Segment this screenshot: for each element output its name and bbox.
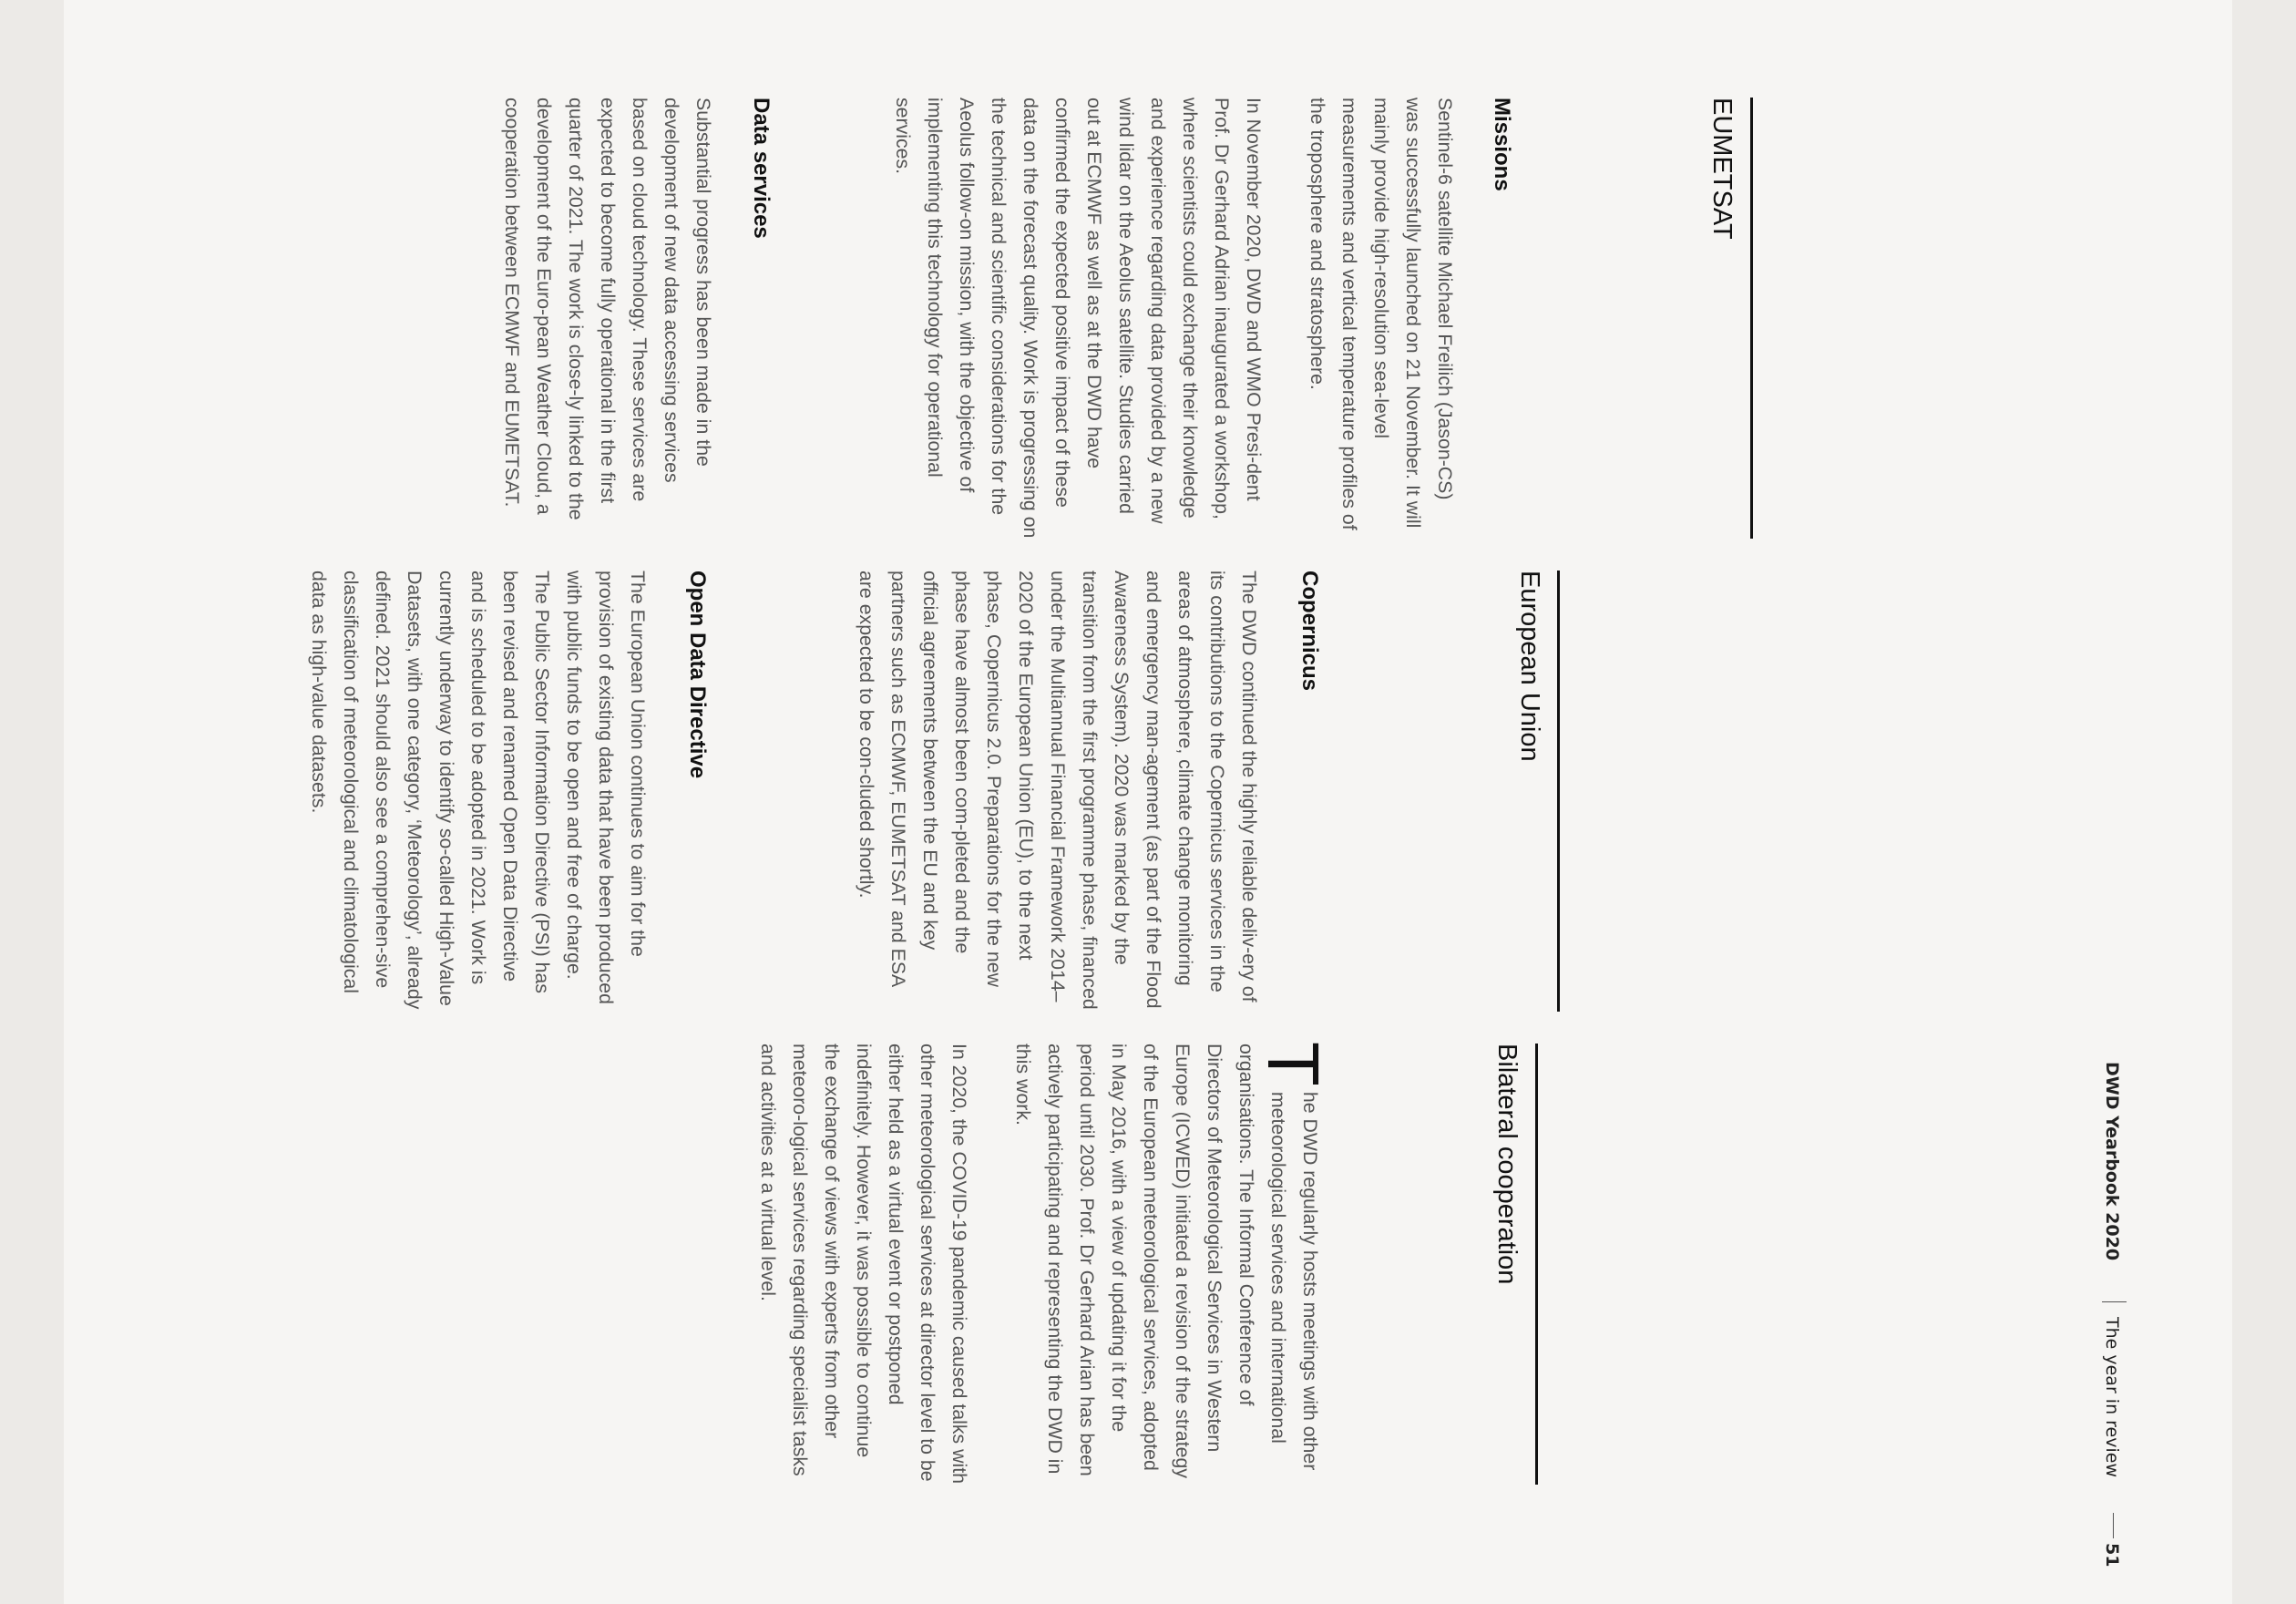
eumetsat-rule — [1750, 98, 1753, 539]
header-divider — [2102, 1301, 2127, 1302]
bilateral-paragraph-1: T he DWD regularly hosts meetings with other meteorological services and international organisations. The Informal Conference of Directors of Meteorological Services in Western Europe (ICWED) initiated a revision of the strategy of the European meteorological services, adopted in May 2016, with a view of updating it for the period until 2030. Prof. Dr Gerhard Arian has been actively participating and representing the DWD in this work. — [1012, 1042, 1334, 1479]
eu-title: European Union — [1515, 571, 1544, 762]
bilateral-title: Bilateral cooperation — [1492, 1044, 1522, 1285]
yearbook-title: DWD Yearbook 2020 — [2102, 1062, 2122, 1261]
page-number: 51 — [2102, 1543, 2122, 1568]
missions-paragraph-1: Sentinel-6 satellite Michael Freilich (Jason-CS) was successfully launched on 21 November. It will mainly provide high-resolution sea-level measurements and vertical temperature profiles of the troposphere and stratosphere. — [1307, 98, 1456, 530]
missions-text — [887, 98, 1461, 540]
missions-paragraph-2: In November 2020, DWD and WMO Presi-dent Prof. Dr Gerhard Adrian inaugurated a workshop, where scientists could exchange their knowledge and experience regarding data provided by a new wind lidar on the Aeolus satellite. Studies carried out at ECMWF as well as at the DWD have confirmed the expected positive impact of these data on the forecast quality. Work is progressing on the technical and scientific considerations for the Aeolus follow-on mission, with the objective of implementing this technology for operational services. — [892, 98, 1265, 539]
running-header — [2102, 1062, 2122, 1260]
data-services-text: Substantial progress has been made in the development of new data accessing services based on cloud technology. These services are expected to become fully operational in the first quarter of 2021. The work is close-ly linked to the development of the Euro-pean Weather Cloud, a cooperation between ECMWF and EUMETSAT. — [501, 98, 714, 520]
drop-cap: T — [1253, 1042, 1334, 1086]
eu-rule — [1557, 571, 1560, 1012]
missions-heading: Missions — [1490, 98, 1514, 191]
page-number-divider — [2113, 1513, 2114, 1538]
eumetsat-title: EUMETSAT — [1707, 98, 1737, 240]
open-data-heading: Open Data Directive — [685, 571, 710, 779]
copernicus-text: The DWD continued the highly reliable deliv-ery of its contributions to the Copernicus services in the areas of atmosphere, climate change monitoring and emergency man-agement (as part of the Flood Awareness System). 2020 was marked by the transition from the first programme phase, financed under the Multiannual Financial Framework 2014–2020 of the European Union (EU), to the next phase, Copernicus 2.0. Preparations for the new phase have almost been com-pleted and the official agreements between the EU and key partners such as ECMWF, EUMETSAT and ESA are expected to be con-cluded shortly. — [856, 571, 1260, 1010]
bilateral-body — [752, 1042, 1334, 1486]
open-data-text: The European Union continues to aim for the provision of existing data that have been produced with public funds to be open and free of charge. The Public Sector Information Directive (PSI) has been revised and renamed Open Data Directive and is scheduled to be adopted in 2021. Work is currently underway to identify so-called High-Value Datasets, with one category, ‘Meteorology’, already defined. 2021 should also see a comprehen-sive classification of meteorological and climatological data as high-value datasets. — [308, 571, 649, 1010]
section-name: The year in review — [2102, 1317, 2122, 1478]
rotated-page-content — [64, 0, 2187, 1604]
data-services-heading: Data services — [749, 98, 774, 239]
bilateral-rule — [1535, 1044, 1538, 1485]
bilateral-paragraph-2: In 2020, the COVID-19 pandemic caused talks with other meteorological services at director level to be either held as a virtual event or postponed indefinitely. However, it was possible to continue the exchange of views with experts from other meteoro-logical services regarding specialist tasks and activities at a virtual level. — [757, 1044, 970, 1484]
copernicus-heading: Copernicus — [1297, 571, 1322, 692]
